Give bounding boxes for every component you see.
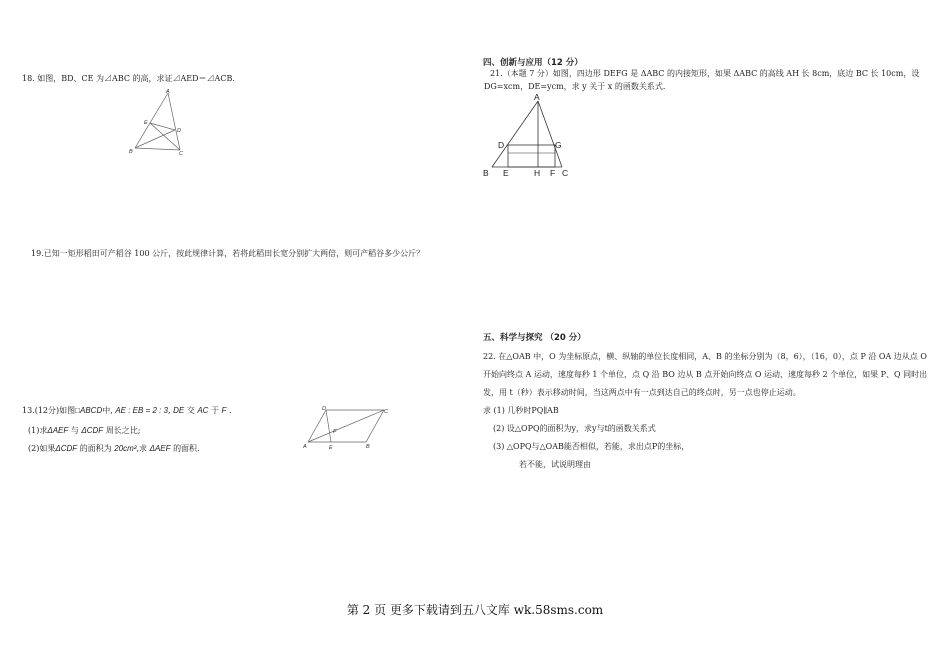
q13-part1-prefix: (1)求 [28,426,48,435]
q13-part2-end: 的面积. [173,444,200,453]
question-22 [483,348,927,474]
figure-13-parallelogram [302,404,394,450]
fig21-label-g: G [555,140,562,150]
fig13-label-d: D [322,406,326,412]
q21-line-1: 21.（本题 7 分）如图，四边形 DEFG 是 ΔABC 的内接矩形，如果 ΔABC 的高线 AH 长 8cm，底边 BC 长 10cm，设 [490,69,920,78]
q13-part2-mid2: ,求 [136,444,148,453]
fig18-label-d: D [177,128,181,134]
fig18-side-ac [168,93,180,150]
figure-18-triangle [128,88,188,156]
figure-21-triangle [482,93,574,179]
q13-f: F [221,406,227,415]
q13-part1-b: ΔCDF [81,426,104,435]
q13-comma: , [168,406,171,415]
fig13-segment-de [326,410,331,442]
question-21 [484,67,920,93]
fig18-side-bc [135,148,180,150]
q13-part1-a: ΔAEF [47,426,69,435]
q13-part2-mid: 的面积为 [79,444,112,453]
fig21-label-f: F [550,168,556,178]
q22-part-2: (2) 设△OPQ的面积为y，求y与t的函数关系式 [493,424,656,433]
q13-mid: 中, [102,406,113,415]
q13-part2-b: ΔAEF [149,444,171,453]
q22-part-3b: 若不能，试说明理由 [519,460,591,469]
fig21-label-b: B [483,168,489,178]
fig21-label-a: A [534,93,540,102]
q22-part-3: (3) △OPQ与△OAB能否相似，若能，求出点P的坐标， [493,442,690,451]
question-13 [22,405,232,417]
fig21-label-e: E [503,168,509,178]
question-13-part-2 [28,443,200,455]
q22-line-1: 22. 在△OAB 中，O 为坐标原点，横、纵轴的单位长度相同，A、B 的坐标分别为（8，6），（16，0），点 P 沿 OA 边从点 O [483,352,927,361]
fig21-side-ab [492,101,538,167]
fig18-altitude-bd [135,130,175,148]
question-13-part-1 [28,425,140,437]
fig18-side-ab [135,93,168,148]
q13-part2-area: 20cm² [114,444,137,453]
q13-part1-mid: 与 [70,426,79,435]
q13-de: DE [173,406,185,415]
fig13-label-c: C [384,409,388,415]
fig18-label-b: B [129,149,133,155]
q13-part2-a: ΔCDF [55,444,78,453]
fig21-label-d: D [498,140,505,150]
q13-ac: AC [197,406,209,415]
question-18: 18. 如图，BD、CE 为⊿ABC 的高，求证⊿AED＝⊿ACB. [22,74,235,83]
page-footer: 第 2 页 更多下载请到五八文库 wk.58sms.com [346,603,604,617]
q13-jiao: 交 [186,406,195,415]
q21-line-2: DG=xcm，DE=ycm，求 y 关于 x 的函数关系式. [484,82,666,91]
section-4-title: 四、创新与应用（12 分） [483,58,583,68]
fig18-label-a: A [166,89,170,95]
section-5-title: 五、科学与探究 （20 分） [483,333,586,343]
q13-part1-end: 周长之比; [105,426,141,435]
fig13-label-e: E [329,445,333,450]
q13-prefix: 13.(12分)如图 [22,406,76,415]
fig18-label-c: C [179,151,183,156]
q13-ratio: AE : EB = 2 : 3 [115,406,169,415]
fig21-rectangle-defg [508,145,555,167]
fig21-label-c: C [562,168,569,178]
fig21-label-h: H [534,168,541,178]
q22-part-1: 求 (1) 几秒时PQ∥AB [483,406,559,415]
q22-line-2: 开始向终点 A 运动，速度每秒 1 个单位，点 Q 沿 BO 边从 B 点开始向终点 O 运动，速度每秒 2 个单位，如果 P、Q 同时出 [483,370,928,379]
fig13-label-f: F [333,429,337,435]
question-19: 19.已知一矩形稻田可产稻谷 100 公斤，按此规律计算，若将此稻田长宽分别扩大两倍，则可产稻谷多少公斤？ [31,249,425,258]
fig18-label-e: E [144,120,148,126]
q13-yu: 于 [211,406,219,415]
q13-end: . [228,406,232,415]
fig13-label-b: B [366,444,370,450]
q13-shape: □ABCD [75,406,103,415]
fig13-diagonal-ac [308,410,384,442]
fig21-side-ac [538,101,562,167]
fig13-label-a: A [303,444,307,450]
q13-part2-prefix: (2)如果 [28,444,56,453]
q22-line-3: 发，用 t（秒）表示移动时间，当这两点中有一点到达自己的终点时，另一点也停止运动。 [483,388,801,397]
